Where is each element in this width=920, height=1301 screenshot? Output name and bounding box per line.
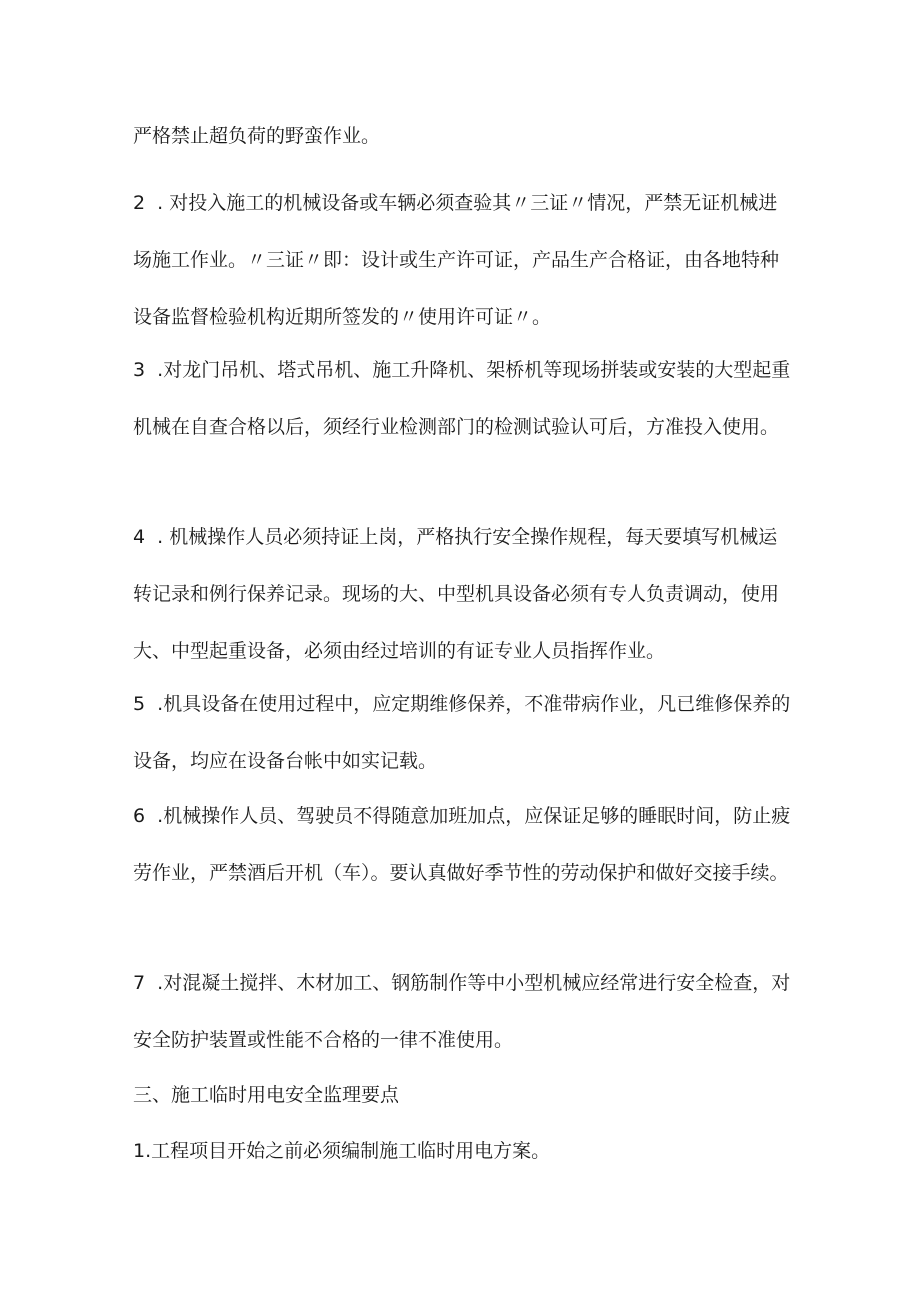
paragraph-item-4: 4 . 机械操作人员必须持证上岗，严格执行安全操作规程，每天要填写机械运转记录和例行保养记录。现场的大、中型机具设备必须有专人负责调动，使用大、中型起重设备，必须由经过培训的有证专业人员指挥作业。 — [133, 526, 780, 662]
paragraph-item-3: 3 .对龙门吊机、塔式吊机、施工升降机、架桥机等现场拼装或安装的大型起重机械在自查合格以后，须经行业检测部门的检测试验认可后，方准投入使用。 — [133, 359, 791, 438]
paragraph-item-2: 2 . 对投入施工的机械设备或车辆必须查验其〃三证〃情况，严禁无证机械进场施工作业。〃三证〃即：设计或生产许可证，产品生产合格证，由各地特种设备监督检验机构近期所签发的〃使用许可证〃。 — [133, 192, 780, 328]
paragraph-item-6: 6 .机械操作人员、驾驶员不得随意加班加点，应保证足够的睡眠时间，防止疲劳作业，严禁酒后开机（车）。要认真做好季节性的劳动保护和做好交接手续。 — [133, 805, 791, 884]
paragraph-item-5: 5 .机具设备在使用过程中，应定期维修保养，不准带病作业，凡已维修保养的设备，均应在设备台帐中如实记载。 — [133, 693, 791, 772]
paragraph-item-7: 7 .对混凝土搅拌、木材加工、钢筋制作等中小型机械应经常进行安全检查，对安全防护装置或性能不合格的一律不准使用。 — [133, 972, 791, 1051]
section-item-1: 1.工程项目开始之前必须编制施工临时用电方案。 — [133, 1140, 551, 1162]
section-heading: 三、施工临时用电安全监理要点 — [133, 1084, 400, 1106]
paragraph-continuation: 严格禁止超负荷的野蛮作业。 — [133, 125, 381, 147]
